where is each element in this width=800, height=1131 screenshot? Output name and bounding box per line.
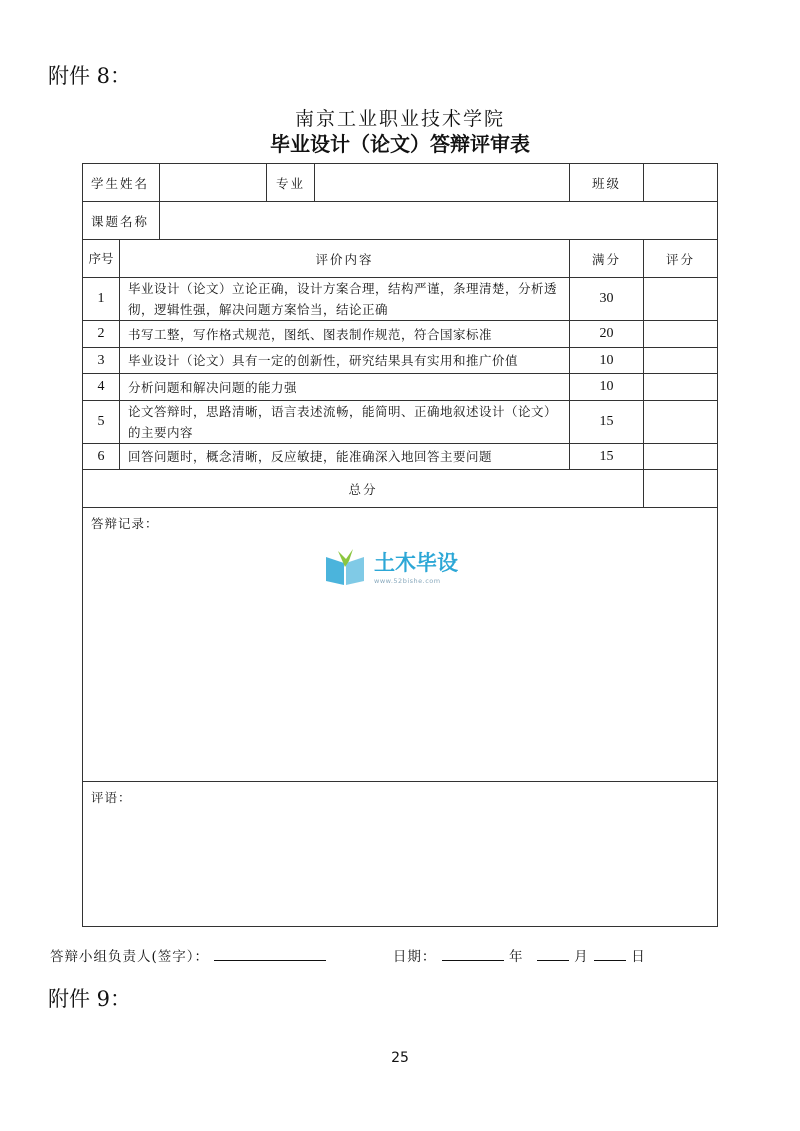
criteria-row <box>83 444 718 470</box>
comment-area[interactable] <box>83 782 718 927</box>
criteria-content: 毕业设计（论文）立论正确，设计方案合理，结构严谨，条理清楚，分析透彻，逻辑性强，解决问题方案恰当，结论正确 <box>120 278 570 321</box>
review-form-table <box>82 163 718 927</box>
score-header: 评分 <box>644 240 718 278</box>
criteria-row <box>83 321 718 348</box>
criteria-full-score: 20 <box>570 321 644 348</box>
criteria-full-score: 10 <box>570 348 644 374</box>
criteria-content: 书写工整，写作格式规范，图纸、图表制作规范，符合国家标准 <box>120 321 570 348</box>
school-name: 南京工业职业技术学院 <box>294 108 505 130</box>
seq-header: 序号 <box>83 240 120 278</box>
criteria-row <box>83 348 718 374</box>
criteria-seq: 4 <box>83 374 120 401</box>
signer-label: 答辩小组负责人(签字）： <box>50 949 210 965</box>
month-label: 月 <box>574 949 589 965</box>
name-label: 学生姓名 <box>83 164 160 202</box>
form-title: 毕业设计（论文）答辩评审表 <box>270 132 530 156</box>
criteria-full-score: 15 <box>570 401 644 444</box>
year-label: 年 <box>509 949 524 965</box>
criteria-score-field[interactable] <box>644 348 718 374</box>
year-blank[interactable] <box>442 946 504 961</box>
name-field[interactable] <box>160 164 267 202</box>
signer-blank[interactable] <box>214 946 326 961</box>
content-header: 评价内容 <box>120 240 570 278</box>
student-info-row <box>83 164 718 202</box>
total-row <box>83 470 718 508</box>
criteria-full-score: 10 <box>570 374 644 401</box>
class-field[interactable] <box>644 164 718 202</box>
criteria-seq: 6 <box>83 444 120 470</box>
comment-label: 评语： <box>91 790 132 805</box>
next-attachment-label: 附件 9： <box>48 987 132 1011</box>
book-logo-icon <box>322 547 370 587</box>
criteria-content: 毕业设计（论文）具有一定的创新性，研究结果具有实用和推广价值 <box>120 348 570 374</box>
criteria-score-field[interactable] <box>644 444 718 470</box>
watermark-url: www.52bishe.com <box>374 577 441 585</box>
criteria-row <box>83 374 718 401</box>
criteria-full-score: 15 <box>570 444 644 470</box>
major-label: 专业 <box>267 164 315 202</box>
criteria-row <box>83 278 718 321</box>
criteria-header-row <box>83 240 718 278</box>
criteria-row <box>83 401 718 444</box>
topic-row <box>83 202 718 240</box>
criteria-content: 分析问题和解决问题的能力强 <box>120 374 570 401</box>
topic-field[interactable] <box>160 202 718 240</box>
full-score-header: 满分 <box>570 240 644 278</box>
page-number: 25 <box>391 1050 409 1066</box>
day-label: 日 <box>631 949 646 965</box>
criteria-score-field[interactable] <box>644 278 718 321</box>
comment-row <box>83 782 718 927</box>
watermark-text: 土木毕设 <box>374 551 458 575</box>
attachment-label: 附件 8： <box>48 64 132 88</box>
major-field[interactable] <box>315 164 570 202</box>
month-blank[interactable] <box>537 946 569 961</box>
day-blank[interactable] <box>594 946 626 961</box>
total-score-field[interactable] <box>644 470 718 508</box>
criteria-score-field[interactable] <box>644 321 718 348</box>
criteria-seq: 2 <box>83 321 120 348</box>
date-label: 日期： <box>392 949 437 965</box>
criteria-score-field[interactable] <box>644 401 718 444</box>
class-label: 班级 <box>570 164 644 202</box>
criteria-seq: 5 <box>83 401 120 444</box>
criteria-seq: 1 <box>83 278 120 321</box>
criteria-content: 论文答辩时，思路清晰，语言表述流畅，能简明、正确地叙述设计（论文）的主要内容 <box>120 401 570 444</box>
signature-line <box>50 945 646 965</box>
criteria-score-field[interactable] <box>644 374 718 401</box>
criteria-seq: 3 <box>83 348 120 374</box>
criteria-full-score: 30 <box>570 278 644 321</box>
topic-label: 课题名称 <box>83 202 160 240</box>
criteria-content: 回答问题时，概念清晰，反应敏捷，能准确深入地回答主要问题 <box>120 444 570 470</box>
defense-record-label: 答辩记录： <box>91 516 159 531</box>
total-label: 总分 <box>83 470 644 508</box>
